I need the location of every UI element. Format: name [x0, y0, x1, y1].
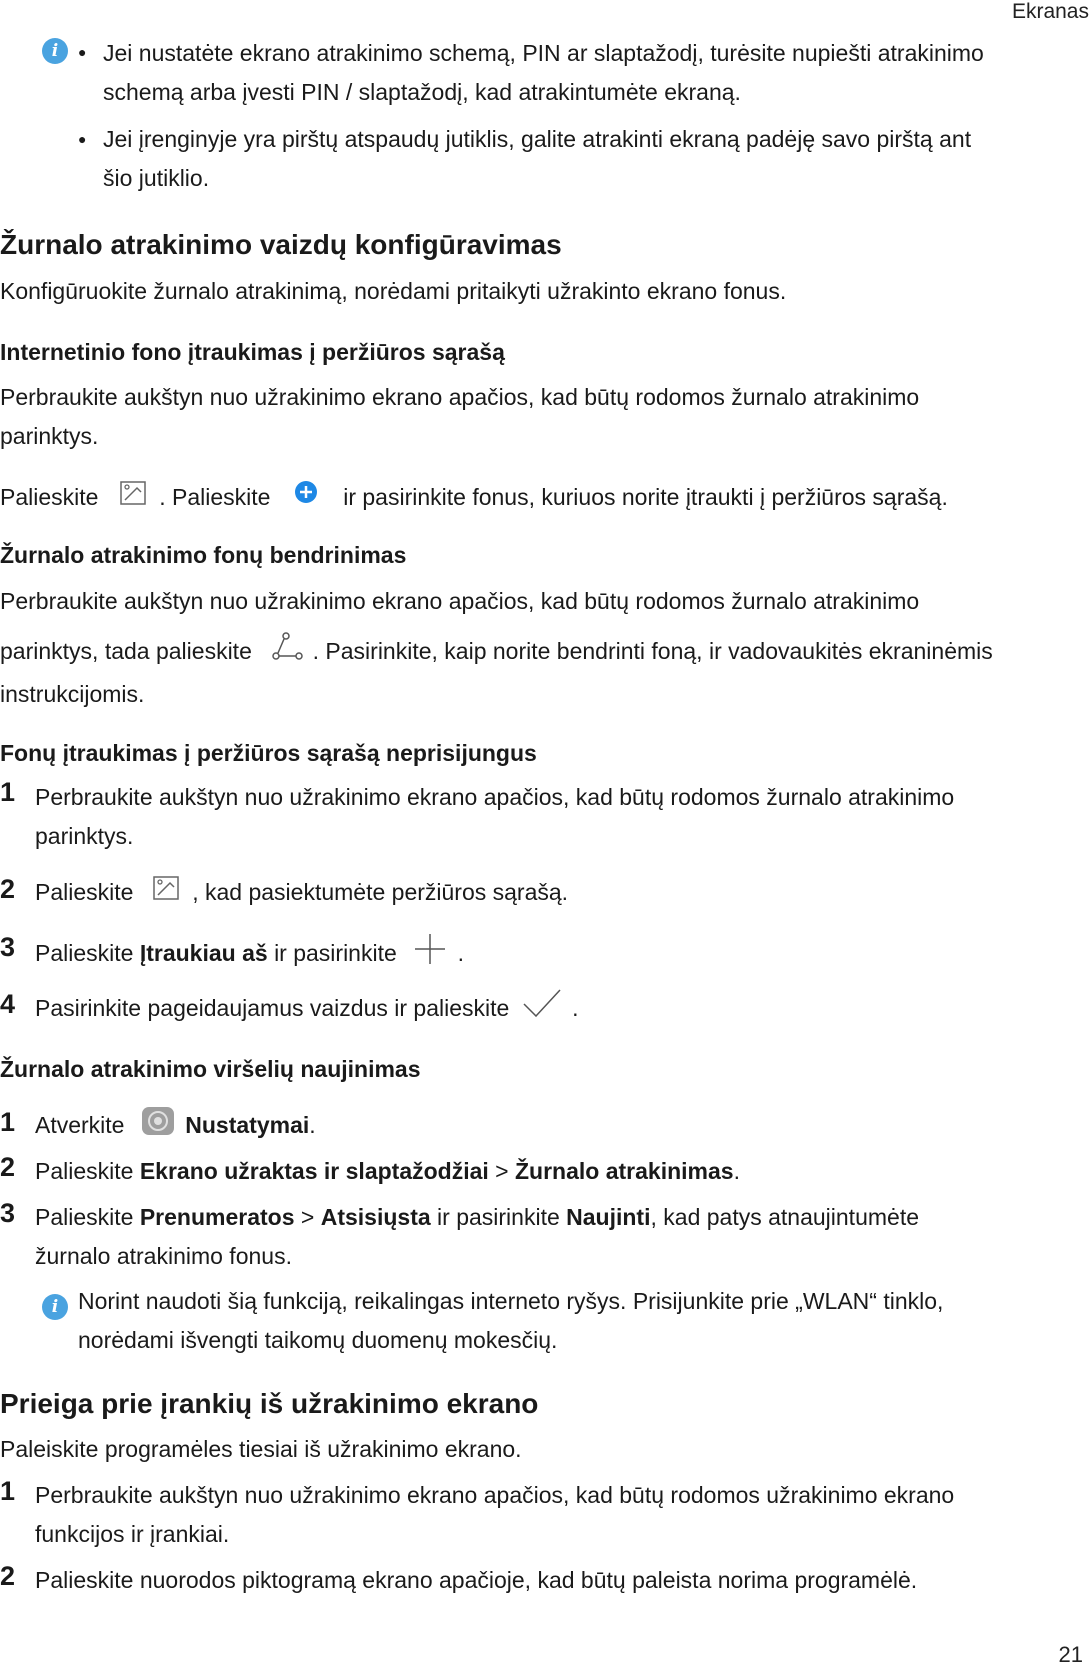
text: ir pasirinkite fonus, kuriuos norite įtraukti į peržiūros sąrašą. [343, 484, 948, 511]
intro-bullet-1-line1: Jei nustatėte ekrano atrakinimo schemą, PIN ar slaptažodį, turėsite nupiešti atrakinimo [103, 40, 984, 66]
paragraph-line: parinktys. [0, 423, 99, 449]
text: Palieskite [35, 879, 134, 906]
plus-icon [413, 932, 447, 978]
step-text: žurnalo atrakinimo fonus. [35, 1243, 292, 1269]
intro-bullet-2-line2: šio jutiklio. [103, 165, 210, 191]
ui-label: Nustatymai [185, 1112, 310, 1139]
section-intro: Paleiskite programėles tiesiai iš užrakinimo ekrano. [0, 1436, 522, 1462]
text: . Palieskite [159, 484, 271, 511]
step-number: 4 [0, 989, 16, 1019]
step-text: Perbraukite aukštyn nuo užrakinimo ekrano apačios, kad būtų rodomos žurnalo atrakinimo [35, 784, 955, 810]
paragraph-line: Perbraukite aukštyn nuo užrakinimo ekrano apačios, kad būtų rodomos žurnalo atrakinimo [0, 588, 920, 614]
header-title: Ekranas [1011, 0, 1089, 23]
bullet-icon: ● [78, 44, 87, 60]
step-number: 2 [0, 1152, 16, 1182]
step-text [35, 932, 464, 978]
share-icon [270, 630, 304, 676]
step-number: 3 [0, 1198, 16, 1228]
step-number: 2 [0, 874, 16, 904]
step-number: 3 [0, 932, 16, 962]
ui-label: Atsisiųsta [320, 1204, 431, 1230]
step-number: 2 [0, 1561, 16, 1591]
text: ir pasirinkite [437, 1204, 560, 1230]
ui-label: Įtraukiau aš [139, 940, 268, 967]
step-text: Perbraukite aukštyn nuo užrakinimo ekrano apačios, kad būtų rodomos užrakinimo ekrano [35, 1482, 955, 1508]
section-intro: Konfigūruokite žurnalo atrakinimą, norėdami pritaikyti užrakinto ekrano fonus. [0, 278, 787, 304]
ui-label: Prenumeratos [139, 1204, 295, 1230]
section-title: Prieiga prie įrankių iš užrakinimo ekrano [0, 1388, 539, 1419]
step-text: parinktys. [35, 823, 134, 849]
subsection-title: Žurnalo atrakinimo fonų bendrinimas [0, 542, 407, 568]
text: Palieskite [35, 1158, 134, 1184]
step-text: funkcijos ir įrankiai. [35, 1521, 230, 1547]
paragraph-line [0, 478, 948, 520]
section-title: Žurnalo atrakinimo vaizdų konfigūravimas [0, 229, 562, 260]
ui-label: Naujinti [566, 1204, 651, 1230]
separator: > [495, 1158, 509, 1184]
text: Atverkite [35, 1112, 125, 1139]
paragraph-line [0, 630, 993, 676]
text: . [309, 1112, 316, 1139]
subsection-title: Fonų įtraukimas į peržiūros sąrašą neprisijungus [0, 740, 537, 766]
text: ir pasirinkite [274, 940, 397, 967]
step-text: Palieskite nuorodos piktogramą ekrano apačioje, kad būtų paleista norima programėlė. [35, 1567, 918, 1593]
checkmark-icon [522, 988, 562, 1032]
step-text [35, 1198, 919, 1237]
text: , kad pasiektumėte peržiūros sąrašą. [192, 879, 569, 906]
text: Palieskite [35, 1204, 134, 1230]
step-text [35, 988, 578, 1032]
step-number: 1 [0, 777, 16, 807]
add-circle-icon [293, 480, 319, 519]
text: , kad patys atnaujintumėte [650, 1204, 919, 1230]
preview-list-icon [119, 478, 147, 520]
text: Palieskite [35, 940, 134, 967]
text: . Pasirinkite, kaip norite bendrinti foną, ir vadovaukitės ekraninėmis [312, 638, 993, 665]
preview-list-icon [152, 873, 180, 915]
bullet-icon: ● [78, 131, 87, 147]
note-icon: i [42, 1294, 68, 1320]
step-text [35, 1152, 740, 1191]
step-text [35, 873, 568, 915]
text: . [733, 1158, 740, 1184]
step-number: 1 [0, 1476, 16, 1506]
settings-app-icon [141, 1106, 175, 1148]
page-number: 21 [1058, 1642, 1083, 1667]
paragraph-line: instrukcijomis. [0, 681, 145, 707]
subsection-title: Internetinio fono įtraukimas į peržiūros sąrašą [0, 339, 505, 365]
note-text: norėdami išvengti taikomų duomenų mokesčių. [78, 1327, 558, 1353]
note-text: Norint naudoti šią funkciją, reikalingas interneto ryšys. Prisijunkite prie „WLAN“ tinklo, [78, 1288, 944, 1314]
text: . [457, 940, 464, 967]
text: Pasirinkite pageidaujamus vaizdus ir palieskite [35, 995, 510, 1022]
step-text [35, 1106, 316, 1148]
paragraph-line: Perbraukite aukštyn nuo užrakinimo ekrano apačios, kad būtų rodomos žurnalo atrakinimo [0, 384, 920, 410]
ui-label: Žurnalo atrakinimas [515, 1158, 734, 1184]
note-icon: i [42, 38, 68, 64]
intro-bullet-2-line1: Jei įrenginyje yra pirštų atspaudų jutiklis, galite atrakinti ekraną padėję savo pirštą ant [103, 126, 972, 152]
separator: > [300, 1204, 315, 1230]
subsection-title: Žurnalo atrakinimo viršelių naujinimas [0, 1056, 421, 1082]
text: parinktys, tada palieskite [0, 638, 252, 665]
text: Palieskite [0, 484, 99, 511]
ui-label: Ekrano užraktas ir slaptažodžiai [139, 1158, 489, 1184]
step-number: 1 [0, 1107, 16, 1137]
text: . [572, 995, 579, 1022]
intro-bullet-1-line2: schemą arba įvesti PIN / slaptažodį, kad atrakintumėte ekraną. [103, 79, 741, 105]
